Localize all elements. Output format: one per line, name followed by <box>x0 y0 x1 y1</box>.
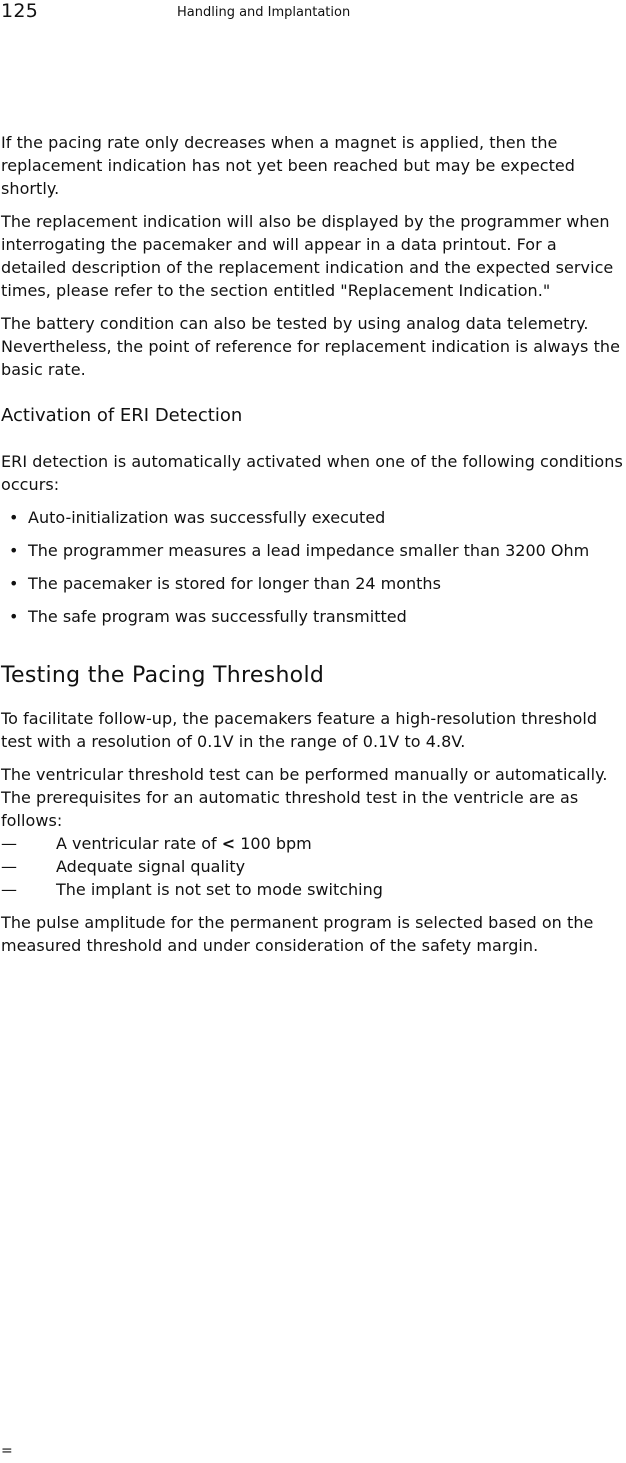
bullet-icon: • <box>9 574 19 593</box>
prerequisite-text: The implant is not set to mode switching <box>56 880 383 899</box>
dash-icon: — <box>1 834 17 853</box>
bullet-icon: • <box>9 508 19 527</box>
bullet-icon: • <box>9 541 19 560</box>
list-item <box>1 605 626 628</box>
bullet-icon: • <box>9 607 19 626</box>
list-item-text: The programmer measures a lead impedance smaller than 3200 Ohm <box>28 541 590 560</box>
dash-icon: — <box>1 880 17 899</box>
list-item-text: Auto-initialization was successfully executed <box>28 508 386 527</box>
intro-paragraph-2: The replacement indication will also be displayed by the programmer when interrogating the pacemaker and will appear in a data printout. For a detailed description of the replacement indication and the expected service times, please refer to the section entitled "Replacement Indication." <box>1 212 614 300</box>
prerequisite-item <box>1 832 626 855</box>
eri-heading: Activation of ERI Detection <box>1 405 243 426</box>
intro-paragraph-1: If the pacing rate only decreases when a magnet is applied, then the replacement indication has not yet been reached but may be expected shortly. <box>1 133 576 198</box>
footer-mark: = <box>1 1443 13 1459</box>
prerequisite-text: Adequate signal quality <box>56 857 246 876</box>
threshold-paragraph-2: The ventricular threshold test can be performed manually or automatically. The prerequisites for an automatic threshold test in the ventricle are as follows: <box>1 765 608 830</box>
section-title: Testing the Pacing Threshold <box>1 663 325 688</box>
prerequisite-text: 100 bpm <box>235 834 312 853</box>
dash-icon: — <box>1 857 17 876</box>
prerequisite-item <box>1 855 626 878</box>
prerequisites-list <box>1 832 626 901</box>
eri-intro: ERI detection is automatically activated when one of the following conditions occurs: <box>1 452 623 494</box>
list-item <box>1 506 626 529</box>
page-number: 125 <box>1 0 39 22</box>
less-than-symbol: < <box>221 834 236 853</box>
prerequisite-item <box>1 878 626 901</box>
threshold-paragraph-1: To facilitate follow-up, the pacemakers feature a high-resolution threshold test with a resolution of 0.1V in the range of 0.1V to 4.8V. <box>1 709 598 751</box>
list-item-text: The pacemaker is stored for longer than 24 months <box>28 574 441 593</box>
list-item-text: The safe program was successfully transmitted <box>28 607 407 626</box>
running-title: Handling and Implantation <box>177 5 351 20</box>
threshold-paragraph-3: The pulse amplitude for the permanent program is selected based on the measured threshold and under consideration of the safety margin. <box>1 913 594 955</box>
list-item <box>1 572 626 595</box>
prerequisite-text: A ventricular rate of <box>56 834 222 853</box>
intro-paragraph-3: The battery condition can also be tested by using analog data telemetry. Nevertheless, the point of reference for replacement indication is always the basic rate. <box>1 314 620 379</box>
eri-conditions-list <box>1 506 626 628</box>
page-body <box>1 131 626 957</box>
list-item <box>1 539 626 562</box>
page-header <box>0 0 626 26</box>
